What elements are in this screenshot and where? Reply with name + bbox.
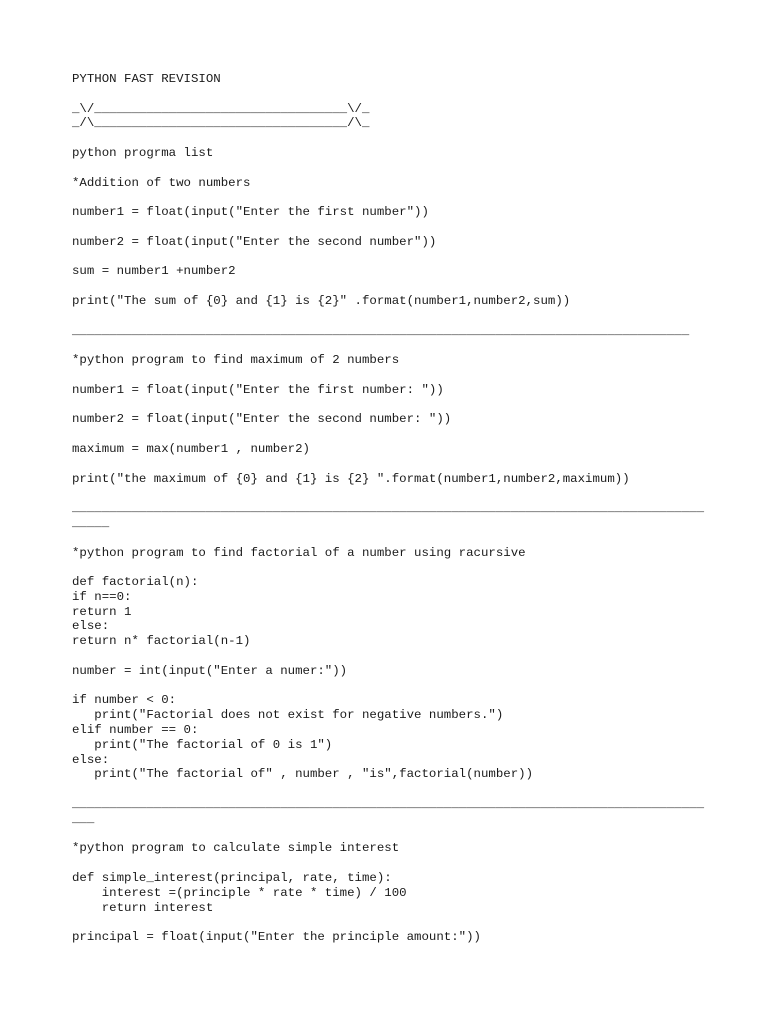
section-maximum: [72, 353, 712, 531]
code-line: number2 = float(input("Enter the second number")): [72, 234, 437, 249]
separator-line: _____: [72, 515, 110, 530]
section-heading: *python program to find factorial of a number using racursive: [72, 545, 526, 560]
code-block: [72, 205, 712, 220]
code-line: else:: [72, 752, 110, 767]
code-line: else:: [72, 619, 110, 634]
banner-line: _/\__________________________________/\_: [72, 116, 370, 131]
code-line: print("The factorial of 0 is 1"): [72, 737, 333, 752]
code-block: [72, 575, 712, 649]
decorative-banner: [72, 102, 712, 132]
code-block: [72, 871, 712, 915]
code-block: [72, 264, 712, 279]
code-line: number1 = float(input("Enter the first number")): [72, 205, 429, 220]
code-line: if n==0:: [72, 589, 132, 604]
section-simple-interest: [72, 841, 712, 945]
separator-line: _____________________________________________________________________________________: [72, 501, 705, 516]
section-heading: *python program to calculate simple interest: [72, 841, 400, 856]
code-block: [72, 442, 712, 457]
section-addition: [72, 176, 712, 339]
separator-line: ___________________________________________________________________________________: [72, 323, 690, 338]
code-block: [72, 383, 712, 398]
section-separator: [72, 324, 712, 339]
section-factorial: [72, 546, 712, 827]
code-line: number1 = float(input("Enter the first number: ")): [72, 382, 444, 397]
code-block: [72, 294, 712, 309]
section-heading: *python program to find maximum of 2 numbers: [72, 353, 400, 368]
subtitle-block: [72, 146, 712, 161]
document-title: PYTHON FAST REVISION: [72, 72, 221, 86]
section-heading: *Addition of two numbers: [72, 175, 251, 190]
code-line: return 1: [72, 604, 132, 619]
code-block: [72, 664, 712, 679]
section-separator: [72, 501, 712, 531]
code-line: maximum = max(number1 , number2): [72, 441, 310, 456]
code-line: return interest: [72, 900, 214, 915]
code-line: number = int(input("Enter a numer:")): [72, 663, 348, 678]
code-line: def factorial(n):: [72, 575, 199, 590]
banner-line: _\/__________________________________\/_: [72, 101, 370, 116]
code-block: [72, 235, 712, 250]
document-subtitle: python progrma list: [72, 145, 214, 160]
code-line: print("The factorial of" , number , "is",factorial(number)): [72, 767, 534, 782]
code-block: [72, 693, 712, 782]
document-page: [72, 72, 712, 960]
code-line: elif number == 0:: [72, 723, 199, 738]
code-block: [72, 472, 712, 487]
code-line: print("The sum of {0} and {1} is {2}" .format(number1,number2,sum)): [72, 293, 571, 308]
separator-line: _____________________________________________________________________________________: [72, 797, 705, 812]
section-separator: [72, 797, 712, 827]
code-line: def simple_interest(principal, rate, time):: [72, 871, 392, 886]
code-block: [72, 930, 712, 945]
separator-line: ___: [72, 811, 95, 826]
code-line: return n* factorial(n-1): [72, 634, 251, 649]
code-line: print("the maximum of {0} and {1} is {2} ".format(number1,number2,maximum)): [72, 471, 630, 486]
code-line: interest =(principle * rate * time) / 100: [72, 885, 407, 900]
code-block: [72, 412, 712, 427]
document-title-block: [72, 72, 712, 87]
code-line: print("Factorial does not exist for negative numbers."): [72, 708, 504, 723]
code-line: if number < 0:: [72, 693, 177, 708]
code-line: sum = number1 +number2: [72, 264, 236, 279]
code-line: principal = float(input("Enter the principle amount:")): [72, 930, 481, 945]
code-line: number2 = float(input("Enter the second number: ")): [72, 412, 452, 427]
